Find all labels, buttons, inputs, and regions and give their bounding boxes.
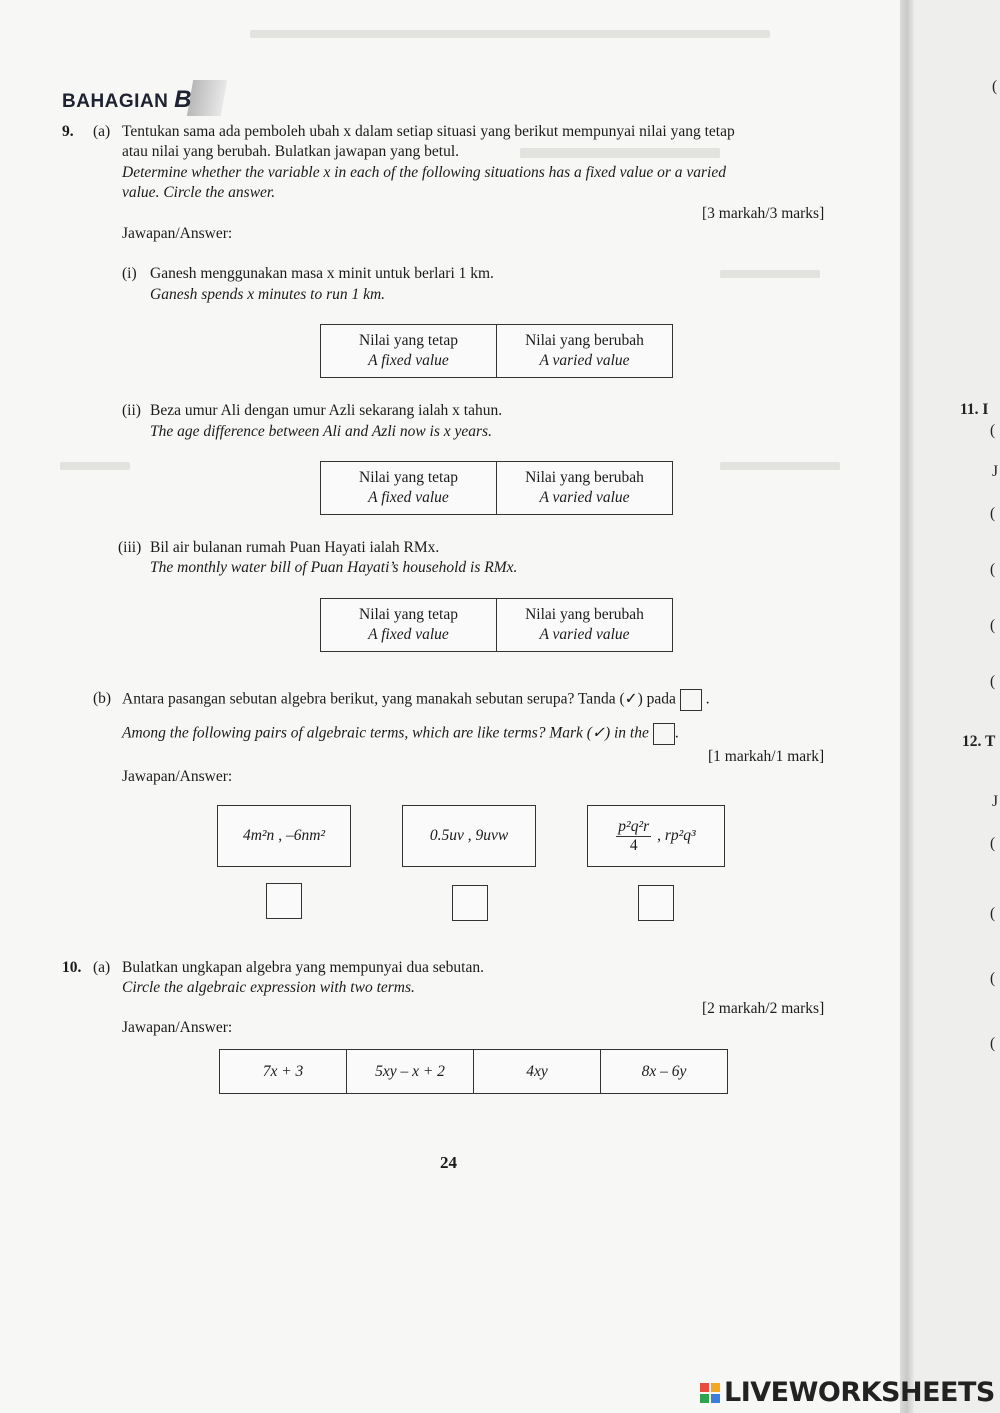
show-through <box>720 270 820 278</box>
varied-label-en: A varied value <box>539 626 630 643</box>
section-header-shade <box>187 80 227 116</box>
q9a-answer-label: Jawapan/Answer: <box>122 225 233 242</box>
fixed-label-en: A fixed value <box>368 489 449 506</box>
item-iii-en: The monthly water bill of Puan Hayati’s household is RMx. <box>150 559 518 576</box>
tick-box-pair-1[interactable] <box>266 883 302 919</box>
right-fragment: ( <box>990 970 996 987</box>
term-pair-2-second: 9uvw <box>475 827 509 844</box>
right-fragment: ( <box>990 905 996 922</box>
q9b-instruction-ms: Antara pasangan sebutan algebra berikut, yang manakah sebutan serupa? Tanda (✓) pada . <box>122 689 710 711</box>
fixed-label-en: A fixed value <box>368 352 449 369</box>
right-fragment: ( <box>990 505 996 522</box>
item-ii-label: (ii) <box>122 402 141 419</box>
term-pair-3-fraction <box>616 818 651 855</box>
item-iii-label: (iii) <box>118 539 142 556</box>
expression-option-4[interactable]: 8x – 6y <box>600 1050 727 1093</box>
q9b-en-text: Among the following pairs of algebraic terms, which are like terms? Mark (✓) in the <box>122 724 649 742</box>
right-fragment: ( <box>990 561 996 578</box>
varied-label-ms: Nilai yang berubah <box>525 469 644 486</box>
term-pair-1: 4m²n , –6nm² <box>217 805 351 867</box>
right-fragment: ( <box>990 835 996 852</box>
tick-box-pair-2[interactable] <box>452 885 488 921</box>
show-through <box>60 462 130 470</box>
q9a-instruction-ms-2: atau nilai yang berubah. Bulatkan jawapan yang betul. <box>122 143 460 160</box>
right-fragment-q12: 12. T <box>962 733 996 750</box>
fixed-label-ms: Nilai yang tetap <box>359 469 458 486</box>
book-spine <box>900 0 914 1413</box>
q9a-instruction-ms-1: Tentukan sama ada pemboleh ubah x dalam setiap situasi yang berikut mempunyai nilai yang tetap <box>122 123 735 140</box>
item-i-en: Ganesh spends x minutes to run 1 km. <box>150 286 386 303</box>
q9b-answer-label: Jawapan/Answer: <box>122 768 233 785</box>
q9b-marks: [1 markah/1 mark] <box>708 748 825 765</box>
tick-box-icon <box>680 689 702 711</box>
right-fragment: J <box>992 793 999 810</box>
item-i-label: (i) <box>122 265 137 282</box>
fixed-label-ms: Nilai yang tetap <box>359 606 458 623</box>
item-iii-choices <box>320 598 673 652</box>
item-iii-varied-option[interactable] <box>496 599 672 651</box>
item-ii-en: The age difference between Ali and Azli now is x years. <box>150 423 492 440</box>
section-prefix: BAHAGIAN <box>62 91 169 112</box>
right-fragment: ( <box>990 617 996 634</box>
item-iii-fixed-option[interactable] <box>321 599 496 651</box>
tick-box-pair-3[interactable] <box>638 885 674 921</box>
item-ii-varied-option[interactable] <box>496 462 672 514</box>
right-fragment-q11: 11. I <box>960 401 989 418</box>
q9b-instruction-en: Among the following pairs of algebraic terms, which are like terms? Mark (✓) in the . <box>122 723 679 745</box>
term-pair-3: $\frac{\text{p²q²r}}{4}$ , rp²q³ <box>587 805 725 867</box>
q10a-answer-label: Jawapan/Answer: <box>122 1019 233 1036</box>
q9b-ms-text: Antara pasangan sebutan algebra berikut, yang manakah sebutan serupa? Tanda (✓) pada <box>122 690 676 708</box>
right-fragment: ( <box>990 673 996 690</box>
item-i-ms: Ganesh menggunakan masa x minit untuk berlari 1 km. <box>150 265 494 282</box>
q10a-instruction-en: Circle the algebraic expression with two terms. <box>122 979 415 996</box>
item-i-fixed-option[interactable] <box>321 325 496 377</box>
q9a-label: (a) <box>93 123 111 140</box>
fraction-denominator: 4 <box>629 836 638 854</box>
right-fragment: ( <box>992 78 998 95</box>
varied-label-ms: Nilai yang berubah <box>525 332 644 349</box>
q10a-label: (a) <box>93 959 111 976</box>
item-i-choices <box>320 324 673 378</box>
q10a-instruction-ms: Bulatkan ungkapan algebra yang mempunyai dua sebutan. <box>122 959 484 976</box>
item-ii-choices <box>320 461 673 515</box>
expression-options <box>219 1049 728 1094</box>
expression-option-1[interactable]: 7x + 3 <box>262 1062 304 1080</box>
right-fragment: ( <box>990 422 996 439</box>
fixed-label-ms: Nilai yang tetap <box>359 332 458 349</box>
show-through <box>720 462 840 470</box>
varied-label-en: A varied value <box>539 489 630 506</box>
term-pair-2: 0.5uv , 9uvw <box>402 805 536 867</box>
q10-number: 10. <box>62 959 82 976</box>
show-through <box>250 30 770 38</box>
q9a-instruction-en-2: value. Circle the answer. <box>122 184 276 201</box>
tick-box-icon <box>653 723 675 745</box>
liveworksheets-logo-icon <box>700 1383 720 1403</box>
right-fragment: ( <box>990 1035 996 1052</box>
section-header <box>62 86 192 114</box>
q9a-marks: [3 markah/3 marks] <box>702 205 825 222</box>
watermark-text: LIVEWORKSHEETS <box>724 1377 995 1408</box>
page-number: 24 <box>440 1153 457 1172</box>
q9-number: 9. <box>62 123 74 140</box>
expression-option-3[interactable]: 4xy <box>473 1050 600 1093</box>
item-iii-ms: Bil air bulanan rumah Puan Hayati ialah RMx. <box>150 539 440 556</box>
q10a-marks: [2 markah/2 marks] <box>702 1000 825 1017</box>
expression-option-2[interactable]: 5xy – x + 2 <box>346 1050 473 1093</box>
q9a-instruction-en-1: Determine whether the variable x in each of the following situations has a fixed value or a varied <box>122 164 726 181</box>
term-pair-3-second: rp²q³ <box>664 827 696 844</box>
item-ii-fixed-option[interactable] <box>321 462 496 514</box>
item-ii-ms: Beza umur Ali dengan umur Azli sekarang ialah x tahun. <box>150 402 503 419</box>
show-through <box>520 148 720 158</box>
term-pair-1-first: 4m²n <box>242 827 275 844</box>
varied-label-en: A varied value <box>539 352 630 369</box>
term-pair-2-first: 0.5uv <box>429 827 464 844</box>
fraction-numerator: p²q²r <box>618 817 650 835</box>
section-letter: B <box>174 86 193 113</box>
fixed-label-en: A fixed value <box>368 626 449 643</box>
item-i-varied-option[interactable] <box>496 325 672 377</box>
liveworksheets-watermark <box>700 1377 995 1408</box>
q9b-label: (b) <box>93 690 112 707</box>
term-pair-1-second: –6nm² <box>285 827 326 844</box>
next-page-edge <box>914 0 1000 1413</box>
right-fragment: J <box>992 463 999 480</box>
varied-label-ms: Nilai yang berubah <box>525 606 644 623</box>
